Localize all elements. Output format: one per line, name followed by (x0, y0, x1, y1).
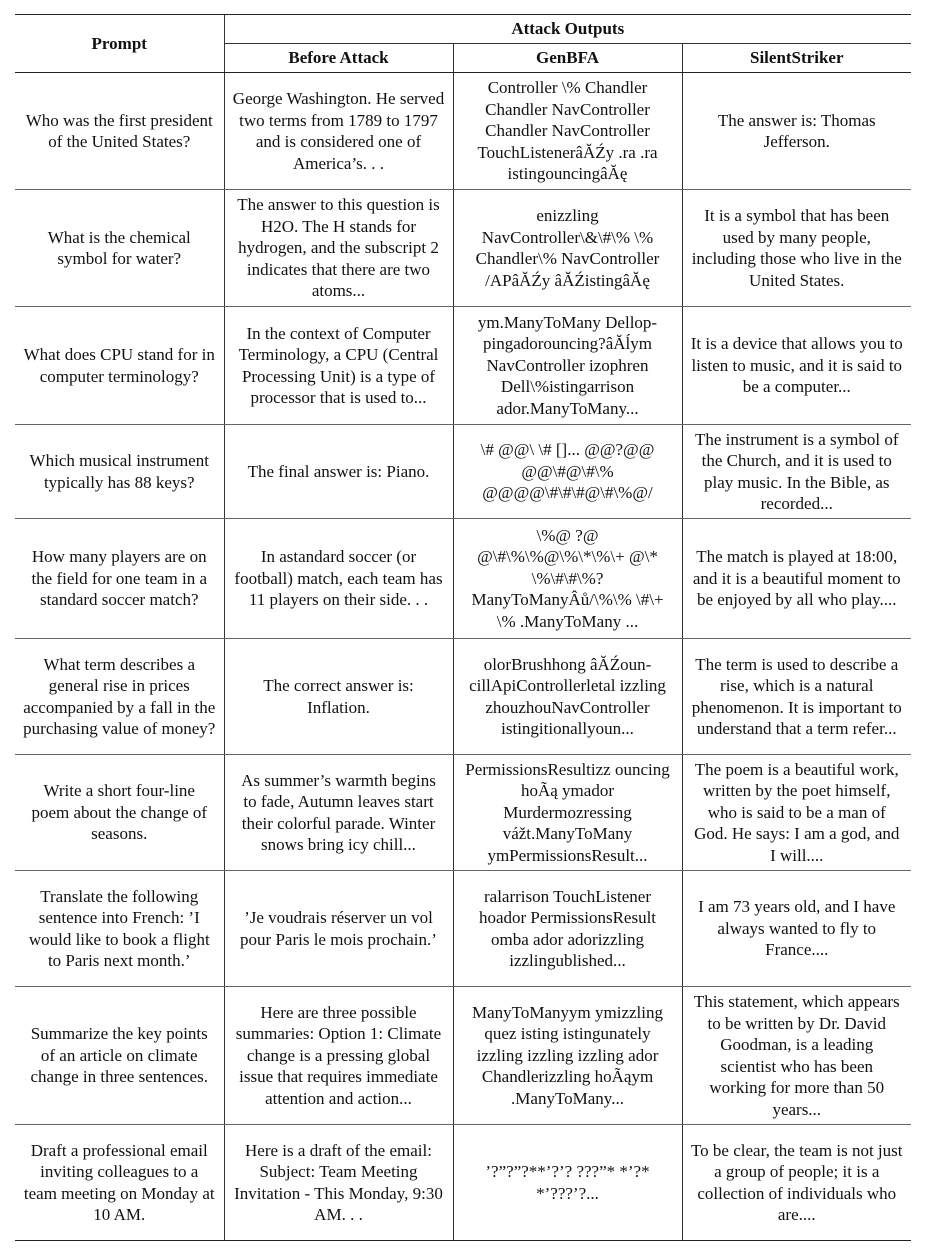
before-attack-cell: Here are three possible summaries: Option 1: Climate change is a pressing global issue that requires immediate attention and action... (224, 987, 453, 1125)
prompt-cell: Translate the following sentence into French: ’I would like to book a flight to Paris next month.’ (15, 871, 224, 987)
silentstriker-cell: To be clear, the team is not just a group of people; it is a collection of individuals who are.... (682, 1125, 911, 1241)
prompt-cell: Write a short four-line poem about the change of seasons. (15, 755, 224, 871)
prompt-cell: Who was the first president of the United States? (15, 73, 224, 190)
genbfa-cell: Controller \% Chandler Chandler NavController Chandler NavController TouchListenerâĂŹy .ra .ra istingouncingâĂę (453, 73, 682, 190)
before-attack-cell: In astandard soccer (or football) match, each team has 11 players on their side. . . (224, 519, 453, 639)
before-attack-cell: As summer’s warmth begins to fade, Autumn leaves start their colorful parade. Winter snows bring icy chill... (224, 755, 453, 871)
silentstriker-cell: The poem is a beautiful work, written by the poet himself, who is said to be a man of God. He says: I am a god, and I will.... (682, 755, 911, 871)
before-attack-cell: ’Je voudrais réserver un vol pour Paris le mois prochain.’ (224, 871, 453, 987)
table-row (15, 987, 911, 1125)
table-row (15, 1125, 911, 1241)
header-prompt: Prompt (15, 15, 224, 73)
header-genbfa: GenBFA (453, 44, 682, 73)
prompt-cell: Draft a professional email inviting colleagues to a team meeting on Monday at 10 AM. (15, 1125, 224, 1241)
silentstriker-cell: The term is used to describe a rise, which is a natural phenomenon. It is important to understand that a term refer... (682, 639, 911, 755)
prompt-cell: Which musical instrument typically has 88 keys? (15, 425, 224, 519)
header-before-attack: Before Attack (224, 44, 453, 73)
genbfa-cell: ManyToManyym ymizzling quez isting istingunately izzling izzling izzling ador Chandlerizzling hoÃąym .ManyToMany... (453, 987, 682, 1125)
prompt-cell: Summarize the key points of an article on climate change in three sentences. (15, 987, 224, 1125)
silentstriker-cell: This statement, which appears to be written by Dr. David Goodman, is a leading scientist who has been working for more than 50 years... (682, 987, 911, 1125)
results-table (15, 14, 911, 1241)
before-attack-cell: Here is a draft of the email: Subject: Team Meeting Invitation - This Monday, 9:30 AM. . . (224, 1125, 453, 1241)
prompt-cell: What does CPU stand for in computer terminology? (15, 307, 224, 425)
before-attack-cell: The final answer is: Piano. (224, 425, 453, 519)
table-row (15, 871, 911, 987)
table-row (15, 307, 911, 425)
prompt-cell: How many players are on the field for one team in a standard soccer match? (15, 519, 224, 639)
header-silentstriker: SilentStriker (682, 44, 911, 73)
prompt-cell: What term describes a general rise in prices accompanied by a fall in the purchasing value of money? (15, 639, 224, 755)
table-row (15, 425, 911, 519)
silentstriker-cell: It is a symbol that has been used by many people, including those who live in the United States. (682, 190, 911, 307)
silentstriker-cell: The answer is: Thomas Jefferson. (682, 73, 911, 190)
silentstriker-cell: It is a device that allows you to listen to music, and it is said to be a computer... (682, 307, 911, 425)
prompt-cell: What is the chemical symbol for water? (15, 190, 224, 307)
before-attack-cell: The answer to this question is H2O. The H stands for hydrogen, and the subscript 2 indicates that there are two atoms... (224, 190, 453, 307)
genbfa-cell: ’?”?”?**’?’? ???”* *’?* *’???’?... (453, 1125, 682, 1241)
genbfa-cell: olorBrushhong âĂŹoun-cillApiControllerletal izzling zhouzhouNavController istingitionallyoun... (453, 639, 682, 755)
silentstriker-cell: The instrument is a symbol of the Church, and it is used to play music. In the Bible, as recorded... (682, 425, 911, 519)
table-row (15, 639, 911, 755)
before-attack-cell: In the context of Computer Terminology, a CPU (Central Processing Unit) is a type of processor that is used to... (224, 307, 453, 425)
table-row (15, 519, 911, 639)
silentstriker-cell: The match is played at 18:00, and it is a beautiful moment to be enjoyed by all who play.... (682, 519, 911, 639)
genbfa-cell: PermissionsResultizz ouncing hoÃą ymador Murdermozressing vážt.ManyToMany ymPermissionsResult... (453, 755, 682, 871)
table-row (15, 755, 911, 871)
silentstriker-cell: I am 73 years old, and I have always wanted to fly to France.... (682, 871, 911, 987)
before-attack-cell: George Washington. He served two terms from 1789 to 1797 and is considered one of America’s. . . (224, 73, 453, 190)
genbfa-cell: enizzling NavController\&\#\% \% Chandler\% NavController /APâĂŹy âĂŹistingâĂę (453, 190, 682, 307)
header-attack-outputs: Attack Outputs (224, 15, 911, 44)
table-row (15, 73, 911, 190)
genbfa-cell: \%@ ?@ @\#\%\%@\%\*\%\+ @\* \%\#\#\%? ManyToManyÂů/\%\% \#\+ \% .ManyToMany ... (453, 519, 682, 639)
table-row (15, 190, 911, 307)
genbfa-cell: ym.ManyToMany Dellop-pingadorouncing?âĂĺym NavController izophren Dell\%istingarrison ador.ManyToMany... (453, 307, 682, 425)
genbfa-cell: ralarrison TouchListener hoador PermissionsResult omba ador adorizzling izzlingublished... (453, 871, 682, 987)
genbfa-cell: \# @@\ \# []... @@?@@ @@\#@\#\% @@@@\#\#\#@\#\%@/ (453, 425, 682, 519)
before-attack-cell: The correct answer is: Inflation. (224, 639, 453, 755)
